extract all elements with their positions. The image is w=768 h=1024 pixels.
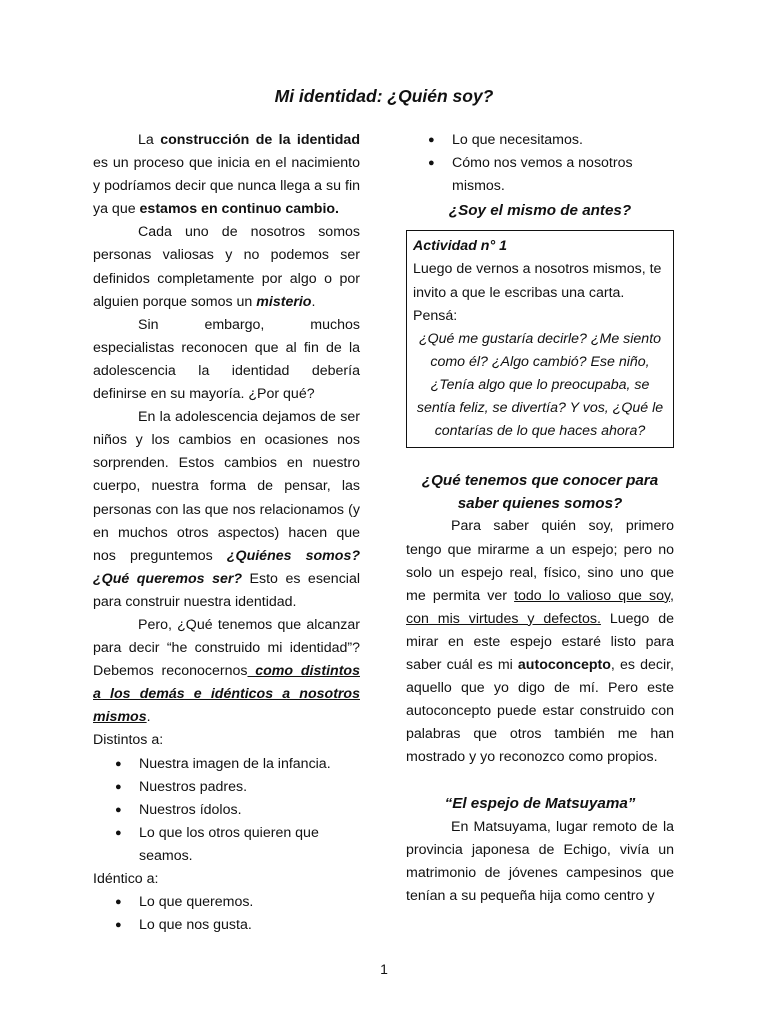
section-heading-what-to-know: ¿Qué tenemos que conocer para saber quienes somos? (421, 472, 659, 513)
identico-list (93, 891, 360, 937)
list-item: ● Lo que necesitamos. (406, 129, 674, 152)
paragraph-mirror: Para saber quién soy, primero tengo que mirarme a un espejo; pero no solo un espejo real, físico, sino uno que me permita ver todo lo valioso que soy, con mis virtudes y defectos. Luego de mirar en este espejo estaré listo para saber cuál es mi autoconcepto, es decir, aquello que yo digo de mí. Pero este autoconcepto puede estar construido con palabras que otros también me han mostrado y yo reconozco como propios. (406, 518, 674, 766)
activity-questions: ¿Qué me gustaría decirle? ¿Me siento como él? ¿Algo cambió? Ese niño, ¿Tenía algo que lo preocupaba, se sentía feliz, se divertía? Y vos, ¿Qué le contarías de lo que haces ahora? (416, 330, 664, 440)
identico-label: Idéntico a: (93, 871, 159, 887)
right-column (406, 129, 674, 908)
list-item: ● Nuestra imagen de la infancia. (93, 753, 360, 776)
list-item: ● Nuestros ídolos. (93, 799, 360, 822)
left-column (93, 129, 360, 937)
continued-list (406, 129, 674, 198)
activity-label: Actividad n° 1 (413, 238, 507, 255)
distintos-list (93, 753, 360, 868)
paragraph-matsuyama-story: En Matsuyama, lugar remoto de la provincia japonesa de Echigo, vivía un matrimonio de jóvenes campesinos que tenían a su pequeña hija como centro y (406, 818, 674, 904)
list-item: ● Lo que queremos. (93, 891, 360, 914)
paragraph-specialists: Sin embargo, muchos especialistas reconocen que al fin de la adolescencia la identidad debería definirse en su mayoría. ¿Por qué? (93, 316, 360, 403)
list-item: ● Cómo nos vemos a nosotros mismos. (406, 152, 674, 198)
paragraph-adolescence: En la adolescencia dejamos de ser niños y los cambios en ocasiones nos sorprenden. Estos cambios en nuestro cuerpo, nuestra forma de pensar, las personas con las que nos relacionamos (y en muchos otros aspectos) hacen que nos preguntemos ¿Quiénes somos? ¿Qué queremos ser? Esto es esencial para construir nuestra identidad. (93, 409, 361, 610)
page-title: Mi identidad: ¿Quién soy? (274, 86, 494, 106)
paragraph-identity-construction: La construcción de la identidad es un proceso que inicia en el nacimiento y podríamos decir que nunca llega a su fin ya que estamos en continuo cambio. (93, 132, 360, 218)
list-item: ● Nuestros padres. (93, 776, 360, 799)
list-item: ● Lo que nos gusta. (93, 914, 360, 937)
list-item: ● Lo que los otros quieren que seamos. (93, 822, 360, 868)
activity-prompt: Pensá: (413, 307, 458, 324)
paragraph-recognize: Pero, ¿Qué tenemos que alcanzar para decir “he construido mi identidad”? Debemos reconocernos como distintos a los demás e idénticos a nosotros mismos. (93, 616, 360, 726)
activity-text: Luego de vernos a nosotros mismos, te invito a que le escribas una carta. (413, 261, 662, 301)
paragraph-valuable-persons: Cada uno de nosotros somos personas valiosas y no podemos ser definidos completamente por algo o por alguien porque somos un misterio. (93, 224, 360, 310)
section-heading-same-as-before: ¿Soy el mismo de antes? (448, 202, 632, 220)
page-number: 1 (380, 961, 388, 977)
distintos-label: Distintos a: (93, 732, 164, 749)
activity-box (406, 230, 674, 448)
section-heading-matsuyama-mirror: “El espejo de Matsuyama” (444, 795, 636, 813)
